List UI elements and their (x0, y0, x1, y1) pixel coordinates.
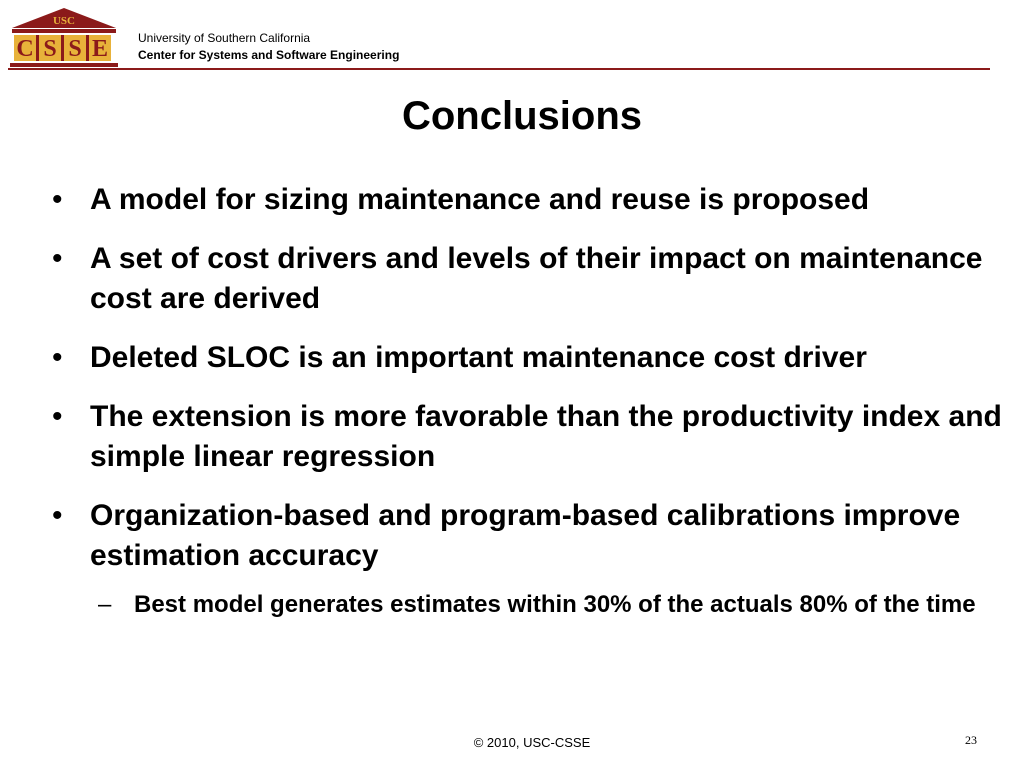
sub-bullet-item (98, 589, 1002, 621)
bullet-glyph: • (52, 242, 63, 275)
university-name: University of Southern California (138, 31, 311, 45)
bullet-glyph: • (52, 341, 63, 374)
logo-letter: S (43, 36, 57, 62)
footer-copyright: © 2010, USC-CSSE (473, 735, 591, 750)
logo-letter: S (68, 36, 82, 62)
center-name: Center for Systems and Software Engineering (138, 48, 400, 62)
bullet-list (52, 180, 1002, 640)
sub-bullet-list (98, 589, 1002, 621)
logo-usc-text: USC (52, 15, 76, 27)
bullet-glyph: • (52, 183, 63, 216)
bullet-text: A model for sizing maintenance and reuse is proposed (90, 183, 870, 216)
logo-letter: C (16, 36, 34, 62)
bullet-item (52, 180, 1002, 220)
bullet-glyph: • (52, 400, 63, 433)
page-number: 23 (965, 733, 977, 747)
bullet-text: Organization-based and program-based calibrations improve estimation accuracy (90, 499, 961, 572)
sub-bullet-glyph: – (98, 591, 112, 618)
organization-name (138, 30, 399, 64)
header-divider (8, 68, 990, 70)
bullet-text: A set of cost drivers and levels of their impact on maintenance cost are derived (90, 242, 983, 315)
bullet-item (52, 397, 1002, 477)
bullet-item (52, 239, 1002, 319)
bullet-text: The extension is more favorable than the productivity index and simple linear regression (90, 400, 1002, 473)
bullet-item (52, 496, 1002, 621)
logo-letter: E (91, 36, 109, 62)
bullet-text: Deleted SLOC is an important maintenance cost driver (90, 341, 867, 374)
bullet-glyph: • (52, 499, 63, 532)
sub-bullet-text: Best model generates estimates within 30% of the actuals 80% of the time (134, 591, 976, 618)
bullet-item (52, 338, 1002, 378)
usc-csse-logo (8, 6, 120, 72)
slide-title: Conclusions (401, 94, 643, 138)
